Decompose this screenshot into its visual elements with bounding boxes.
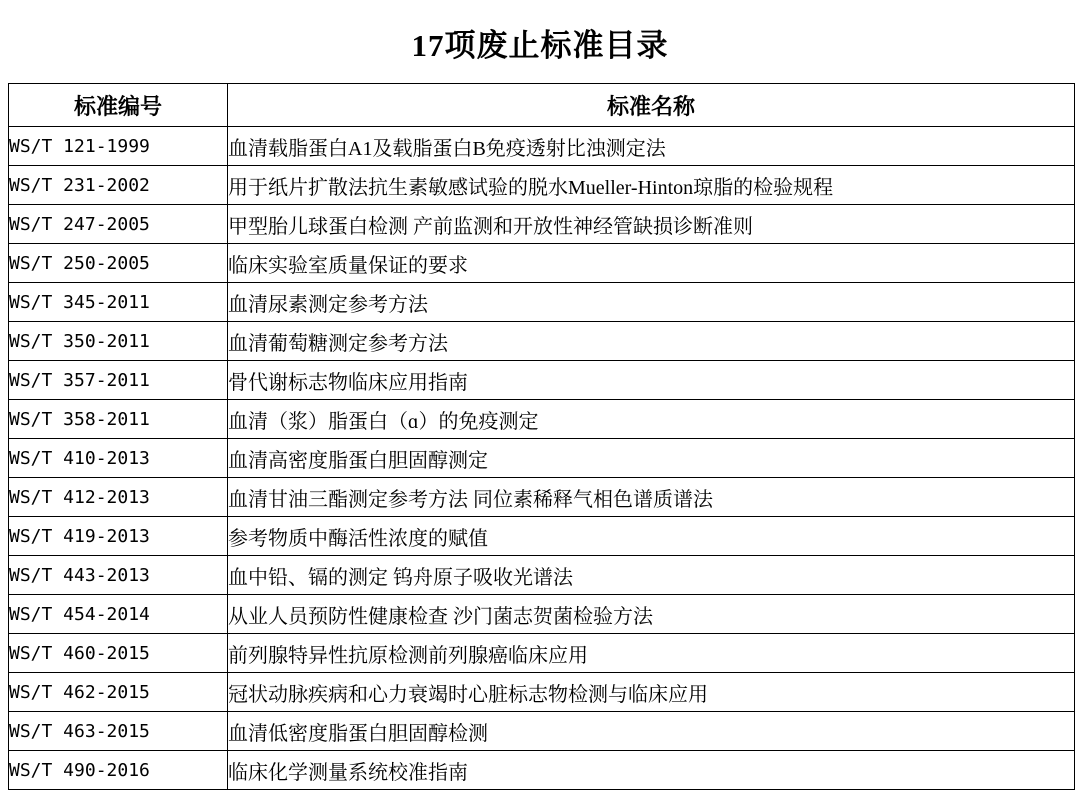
cell-standard-code: WS/T 419-2013 (9, 517, 228, 556)
table-row (9, 322, 1075, 361)
standards-table (8, 83, 1075, 790)
cell-standard-name: 前列腺特异性抗原检测前列腺癌临床应用 (228, 634, 1075, 673)
page-title: 17项废止标准目录 (411, 28, 669, 63)
table-row (9, 478, 1075, 517)
cell-standard-name: 临床化学测量系统校准指南 (228, 751, 1075, 790)
cell-standard-code: WS/T 345-2011 (9, 283, 228, 322)
cell-standard-name: 参考物质中酶活性浓度的赋值 (228, 517, 1075, 556)
cell-standard-code: WS/T 247-2005 (9, 205, 228, 244)
table-row (9, 751, 1075, 790)
cell-standard-code: WS/T 231-2002 (9, 166, 228, 205)
cell-standard-name: 血清尿素测定参考方法 (228, 283, 1075, 322)
cell-standard-code: WS/T 463-2015 (9, 712, 228, 751)
table-row (9, 712, 1075, 751)
table-header-row (9, 84, 1075, 127)
table-row (9, 517, 1075, 556)
cell-standard-code: WS/T 250-2005 (9, 244, 228, 283)
table-row (9, 205, 1075, 244)
standards-table-wrapper (0, 83, 1080, 790)
column-header-standard-name: 标准名称 (228, 84, 1075, 127)
cell-standard-code: WS/T 412-2013 (9, 478, 228, 517)
cell-standard-name: 血清（浆）脂蛋白（ɑ）的免疫测定 (228, 400, 1075, 439)
table-row (9, 673, 1075, 712)
cell-standard-code: WS/T 460-2015 (9, 634, 228, 673)
cell-standard-name: 临床实验室质量保证的要求 (228, 244, 1075, 283)
column-header-standard-code: 标准编号 (9, 84, 228, 127)
cell-standard-code: WS/T 410-2013 (9, 439, 228, 478)
table-row (9, 283, 1075, 322)
table-row (9, 361, 1075, 400)
cell-standard-code: WS/T 462-2015 (9, 673, 228, 712)
cell-standard-name: 血中铅、镉的测定 钨舟原子吸收光谱法 (228, 556, 1075, 595)
table-header (9, 84, 1075, 127)
table-row (9, 166, 1075, 205)
cell-standard-code: WS/T 357-2011 (9, 361, 228, 400)
cell-standard-name: 血清低密度脂蛋白胆固醇检测 (228, 712, 1075, 751)
cell-standard-name: 血清甘油三酯测定参考方法 同位素稀释气相色谱质谱法 (228, 478, 1075, 517)
table-row (9, 127, 1075, 166)
cell-standard-code: WS/T 121-1999 (9, 127, 228, 166)
cell-standard-name: 甲型胎儿球蛋白检测 产前监测和开放性神经管缺损诊断准则 (228, 205, 1075, 244)
cell-standard-name: 血清载脂蛋白A1及载脂蛋白B免疫透射比浊测定法 (228, 127, 1075, 166)
cell-standard-code: WS/T 350-2011 (9, 322, 228, 361)
cell-standard-code: WS/T 490-2016 (9, 751, 228, 790)
table-row (9, 400, 1075, 439)
table-row (9, 595, 1075, 634)
cell-standard-name: 血清葡萄糖测定参考方法 (228, 322, 1075, 361)
table-body (9, 127, 1075, 790)
cell-standard-name: 血清高密度脂蛋白胆固醇测定 (228, 439, 1075, 478)
table-row (9, 634, 1075, 673)
cell-standard-name: 骨代谢标志物临床应用指南 (228, 361, 1075, 400)
cell-standard-code: WS/T 443-2013 (9, 556, 228, 595)
cell-standard-name: 用于纸片扩散法抗生素敏感试验的脱水Mueller-Hinton琼脂的检验规程 (228, 166, 1075, 205)
cell-standard-name: 冠状动脉疾病和心力衰竭时心脏标志物检测与临床应用 (228, 673, 1075, 712)
table-row (9, 439, 1075, 478)
cell-standard-code: WS/T 454-2014 (9, 595, 228, 634)
cell-standard-code: WS/T 358-2011 (9, 400, 228, 439)
cell-standard-name: 从业人员预防性健康检查 沙门菌志贺菌检验方法 (228, 595, 1075, 634)
table-row (9, 556, 1075, 595)
table-row (9, 244, 1075, 283)
